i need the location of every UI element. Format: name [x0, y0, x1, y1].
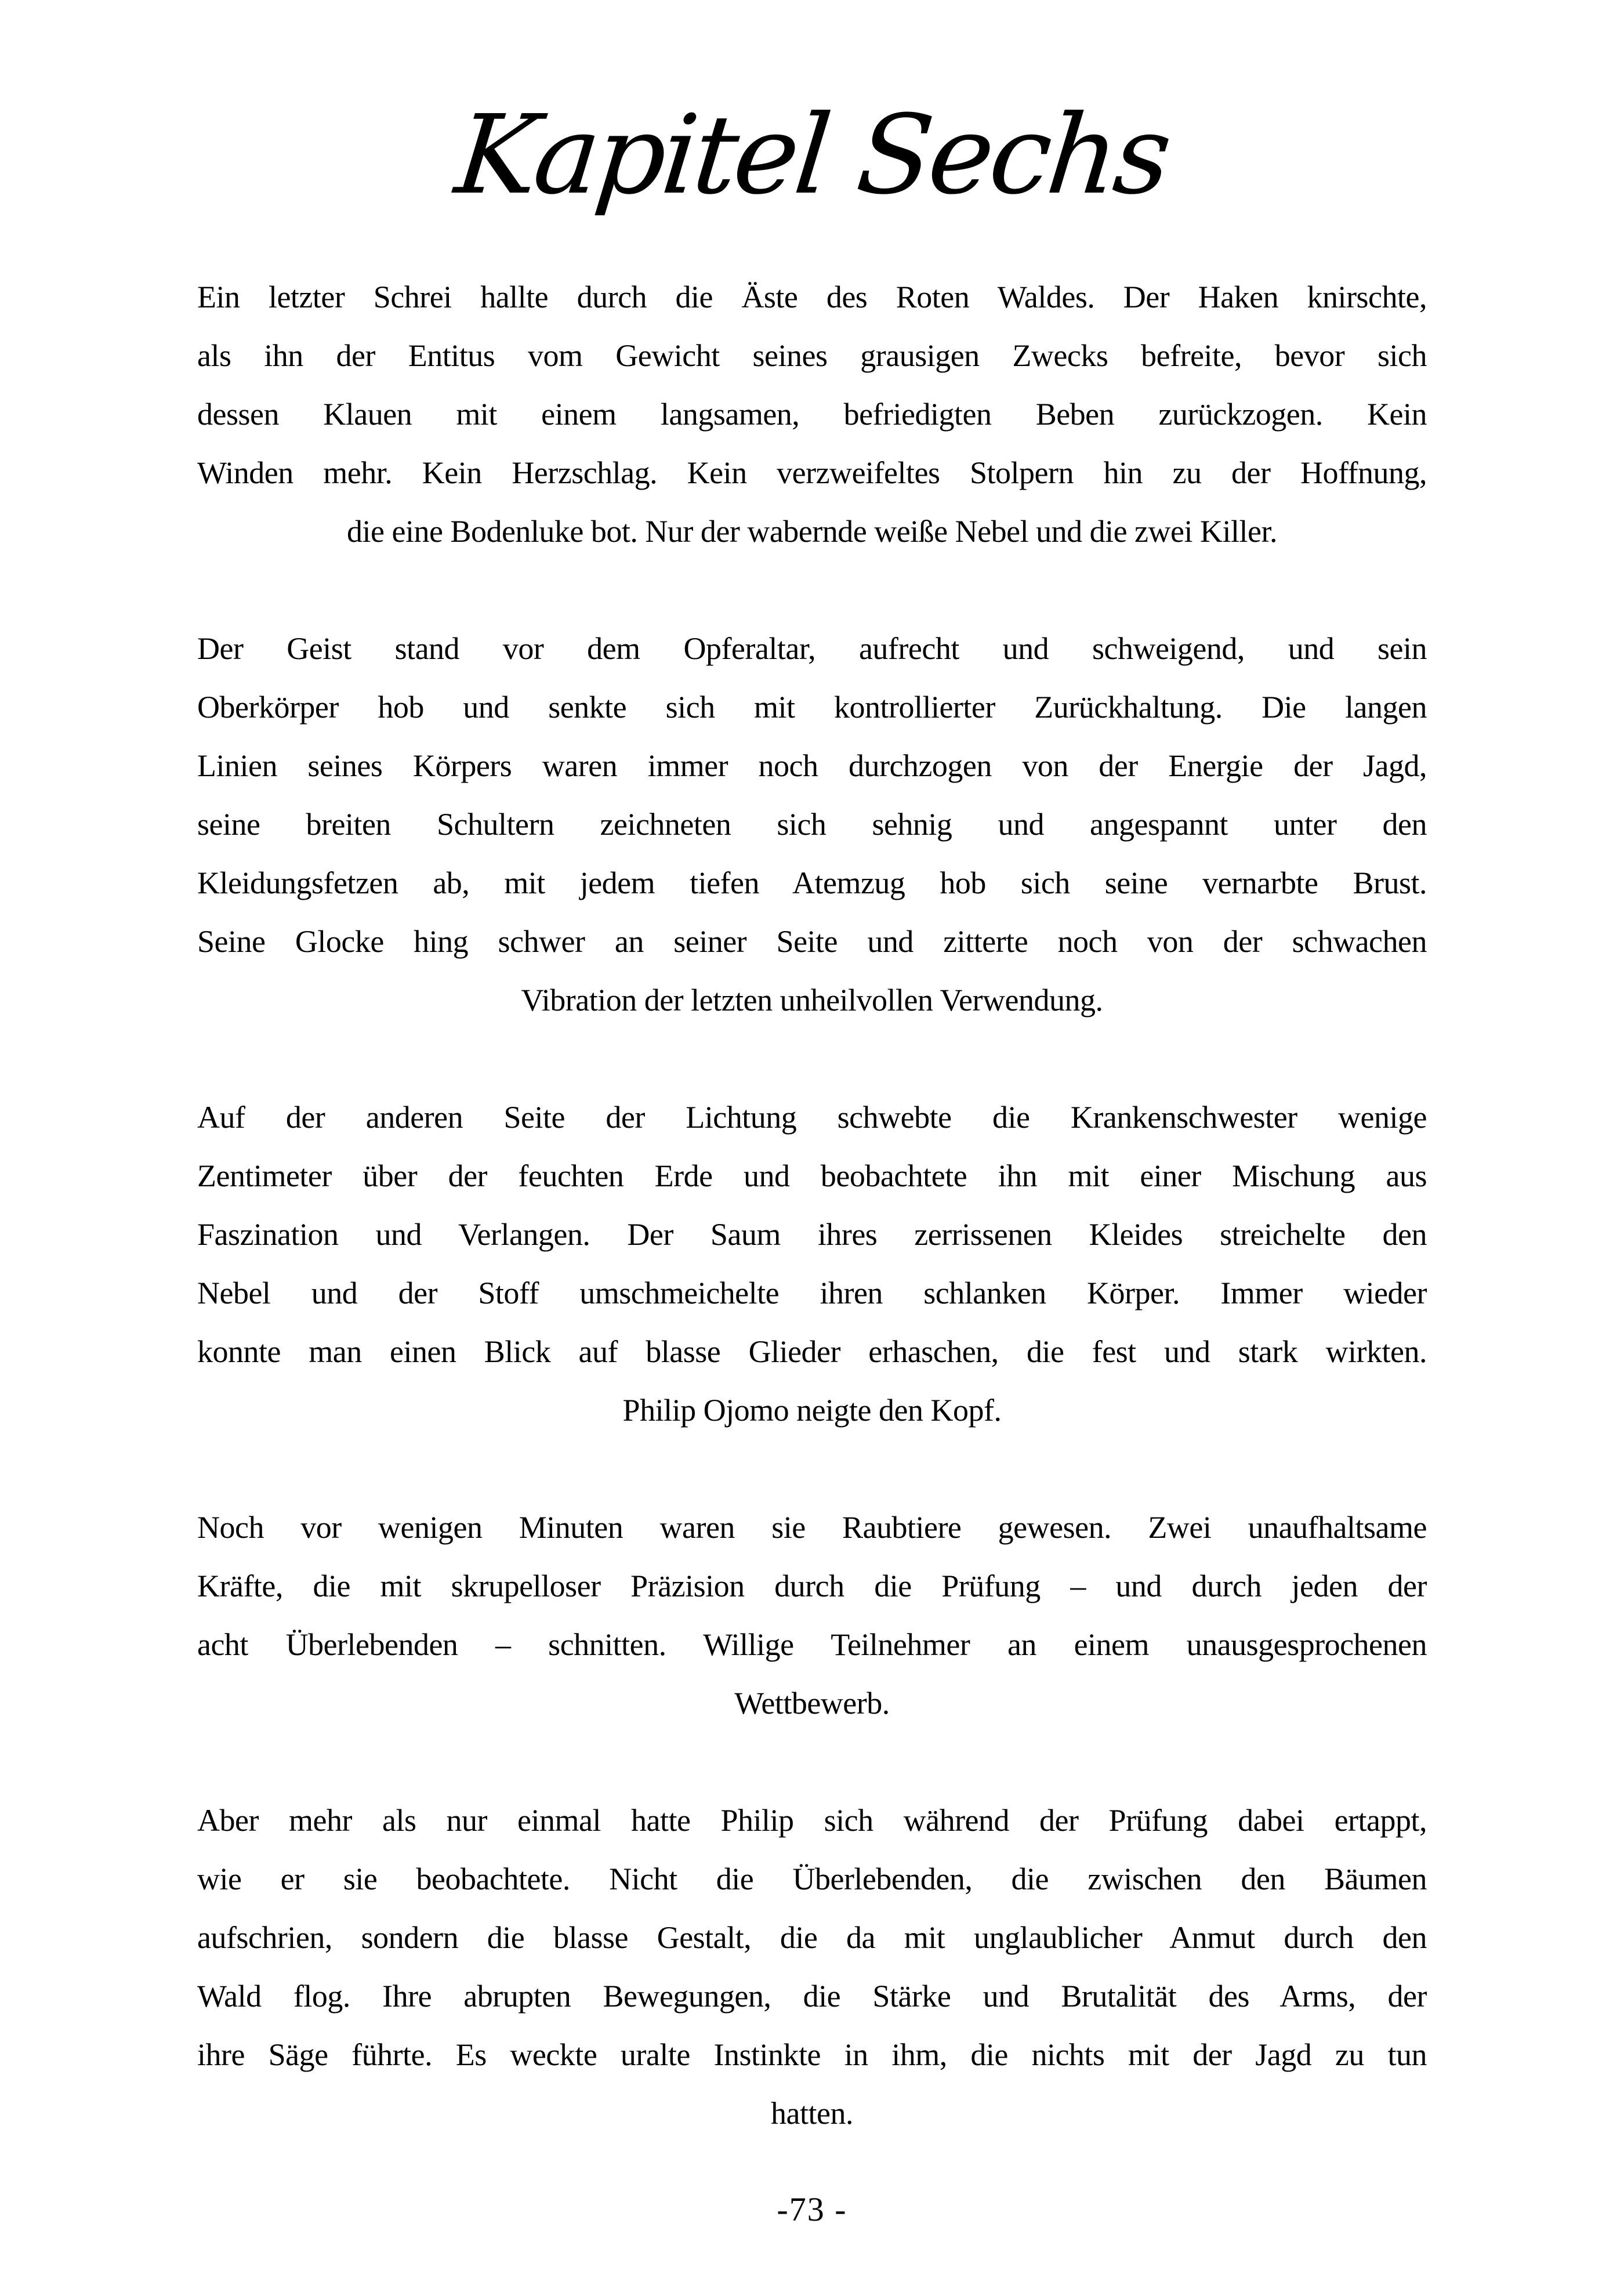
text-line: Kräfte, die mit skrupelloser Präzision durch die Prüfung – und durch jeden der	[197, 1569, 1427, 1603]
text-line: ihre Säge führte. Es weckte uralte Instinkte in ihm, die nichts mit der Jagd zu tun	[197, 2037, 1427, 2072]
text-line: Wettbewerb.	[734, 1686, 890, 1721]
text-line: Oberkörper hob und senkte sich mit kontrollierter Zurückhaltung. Die langen	[197, 690, 1427, 725]
text-line: Winden mehr. Kein Herzschlag. Kein verzweifeltes Stolpern hin zu der Hoffnung,	[197, 455, 1427, 490]
text-line: Zentimeter über der feuchten Erde und beobachtete ihn mit einer Mischung aus	[197, 1158, 1427, 1193]
paragraph	[197, 620, 1427, 1030]
text-line: Faszination und Verlangen. Der Saum ihres zerrissenen Kleides streichelte den	[197, 1217, 1427, 1252]
text-line: hatten.	[771, 2096, 853, 2131]
chapter-title: Kapitel Sechs	[450, 92, 1174, 219]
text-line: Aber mehr als nur einmal hatte Philip sich während der Prüfung dabei ertappt,	[197, 1803, 1427, 1838]
text-line: Vibration der letzten unheilvollen Verwendung.	[521, 983, 1103, 1017]
text-line: aufschrien, sondern die blasse Gestalt, die da mit unglaublicher Anmut durch den	[197, 1920, 1427, 1955]
text-line: Noch vor wenigen Minuten waren sie Raubtiere gewesen. Zwei unaufhaltsame	[197, 1510, 1427, 1545]
text-line: Wald flog. Ihre abrupten Bewegungen, die Stärke und Brutalität des Arms, der	[197, 1979, 1427, 2014]
page-body	[197, 268, 1427, 2143]
paragraph	[197, 268, 1427, 561]
paragraph	[197, 1498, 1427, 1733]
text-line: Linien seines Körpers waren immer noch durchzogen von der Energie der Jagd,	[197, 748, 1427, 783]
text-line: Philip Ojomo neigte den Kopf.	[622, 1393, 1002, 1428]
paragraph	[197, 1088, 1427, 1440]
page-number: -73 -	[777, 2190, 847, 2228]
text-line: Auf der anderen Seite der Lichtung schwebte die Krankenschwester wenige	[197, 1100, 1427, 1135]
text-line: acht Überlebenden – schnitten. Willige Teilnehmer an einem unausgesprochenen	[197, 1627, 1427, 1662]
text-line: die eine Bodenluke bot. Nur der wabernde weiße Nebel und die zwei Killer.	[347, 514, 1277, 549]
text-line: konnte man einen Blick auf blasse Glieder erhaschen, die fest und stark wirkten.	[197, 1334, 1427, 1369]
text-line: seine breiten Schultern zeichneten sich sehnig und angespannt unter den	[197, 807, 1427, 842]
text-line: dessen Klauen mit einem langsamen, befriedigten Beben zurückzogen. Kein	[197, 397, 1427, 432]
text-line: als ihn der Entitus vom Gewicht seines grausigen Zwecks befreite, bevor sich	[197, 338, 1427, 373]
text-line: Seine Glocke hing schwer an seiner Seite und zitterte noch von der schwachen	[197, 924, 1427, 959]
text-line: Kleidungsfetzen ab, mit jedem tiefen Atemzug hob sich seine vernarbte Brust.	[197, 866, 1427, 900]
text-line: Nebel und der Stoff umschmeichelte ihren schlanken Körper. Immer wieder	[197, 1276, 1427, 1310]
text-line: Der Geist stand vor dem Opferaltar, aufrecht und schweigend, und sein	[197, 631, 1427, 666]
text-line: wie er sie beobachtete. Nicht die Überlebenden, die zwischen den Bäumen	[197, 1862, 1427, 1896]
paragraph	[197, 1791, 1427, 2143]
text-line: Ein letzter Schrei hallte durch die Äste des Roten Waldes. Der Haken knirschte,	[197, 280, 1427, 314]
